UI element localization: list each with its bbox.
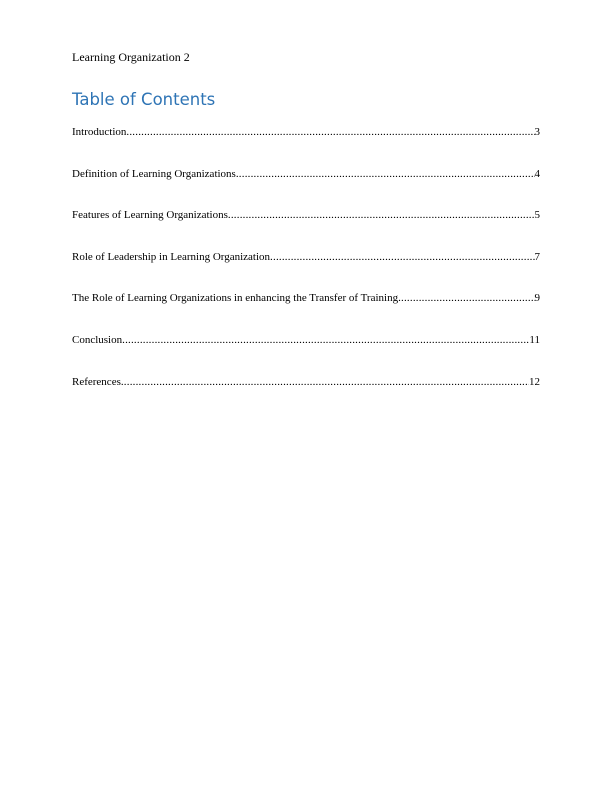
toc-dot-leader <box>236 167 535 181</box>
toc-entry-title: Features of Learning Organizations <box>72 209 228 222</box>
toc-entry-introduction[interactable] <box>72 125 540 167</box>
toc-entry-title: Role of Leadership in Learning Organization <box>72 250 271 263</box>
toc-entry-page: 3 <box>534 126 540 138</box>
toc-entry-title: Conclusion <box>72 333 123 346</box>
toc-entry-definition[interactable] <box>72 167 540 209</box>
toc-dot-leader <box>122 333 529 347</box>
toc-entry-title: References <box>72 375 121 388</box>
toc-entry-page: 11 <box>529 333 540 346</box>
toc-entry-transfer-of-training[interactable] <box>72 291 540 333</box>
toc-entry-page: 4 <box>534 167 540 180</box>
toc-list <box>72 125 540 416</box>
toc-dot-leader <box>270 250 534 264</box>
toc-heading: Table of Contents <box>72 90 216 109</box>
toc-dot-leader <box>126 125 534 139</box>
toc-entry-references[interactable] <box>72 375 540 417</box>
toc-entry-title: Introduction <box>72 126 127 138</box>
toc-entry-leadership[interactable] <box>72 250 540 292</box>
toc-entry-title: The Role of Learning Organizations in enhancing the Transfer of Training <box>72 292 399 305</box>
toc-dot-leader <box>228 208 535 222</box>
toc-entry-title: Definition of Learning Organizations <box>72 167 236 180</box>
toc-entry-page: 9 <box>534 292 540 305</box>
toc-entry-page: 12 <box>529 375 540 388</box>
toc-dot-leader <box>398 291 534 305</box>
toc-dot-leader <box>121 375 529 389</box>
toc-entry-conclusion[interactable] <box>72 333 540 375</box>
toc-entry-page: 5 <box>534 209 540 222</box>
toc-entry-features[interactable] <box>72 208 540 250</box>
running-head: Learning Organization 2 <box>72 50 190 64</box>
toc-entry-page: 7 <box>534 250 540 263</box>
